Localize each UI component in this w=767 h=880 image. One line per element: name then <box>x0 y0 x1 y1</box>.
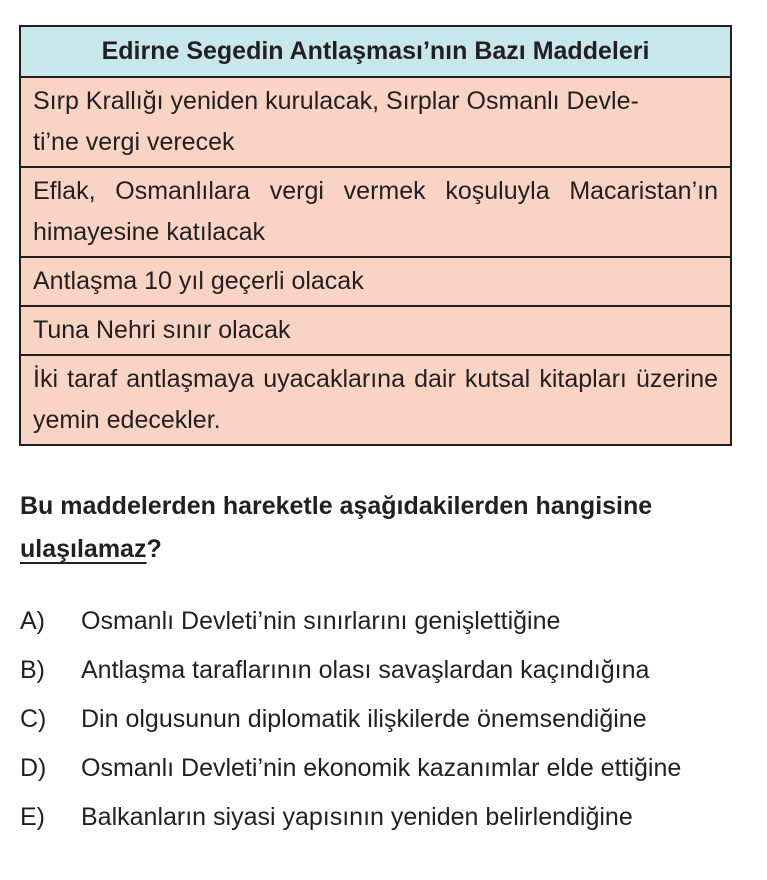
option-e[interactable] <box>20 797 740 837</box>
clause-cell-1: Sırp Krallığı yeniden kurulacak, Sırplar Osmanlı Devle- ti’ne vergi verecek <box>20 77 731 167</box>
answer-options <box>20 601 740 846</box>
table-header-row <box>20 26 731 77</box>
option-letter: A) <box>20 607 45 635</box>
question-text: Bu maddelerden hareketle aşağıdakilerden hangisine <box>20 492 653 520</box>
clause-cell-4: Tuna Nehri sınır olacak <box>20 306 731 355</box>
table-row <box>20 77 731 167</box>
table-row <box>20 167 731 257</box>
option-text: Balkanların siyasi yapısının yeniden belirlendiğine <box>81 803 633 831</box>
option-letter: C) <box>20 705 47 733</box>
question-emphasis: ulaşılamaz <box>20 535 147 563</box>
option-b[interactable] <box>20 650 740 690</box>
option-d[interactable] <box>20 748 740 788</box>
table-row <box>20 306 731 355</box>
clause-cell-3: Antlaşma 10 yıl geçerli olacak <box>20 257 731 306</box>
question-stem <box>20 485 740 571</box>
clause-cell-5: İki taraf antlaşmaya uyacaklarına dair kutsal kitapları üzerine yemin edecekler. <box>20 355 731 445</box>
table-title: Edirne Segedin Antlaşması’nın Bazı Maddeleri <box>20 26 731 77</box>
option-text: Osmanlı Devleti’nin ekonomik kazanımlar elde ettiğine <box>81 754 682 782</box>
option-a[interactable] <box>20 601 740 641</box>
option-text: Din olgusunun diplomatik ilişkilerde önemsendiğine <box>81 705 647 733</box>
table-row <box>20 257 731 306</box>
treaty-clauses-table <box>19 25 732 446</box>
option-text: Osmanlı Devleti’nin sınırlarını genişlettiğine <box>81 607 561 635</box>
option-letter: E) <box>20 803 45 831</box>
table-row <box>20 355 731 445</box>
option-c[interactable] <box>20 699 740 739</box>
option-text: Antlaşma taraflarının olası savaşlardan kaçındığına <box>81 656 650 684</box>
question-mark: ? <box>146 535 162 563</box>
clause-cell-2: Eflak, Osmanlılara vergi vermek koşuluyla Macaristan’ın himayesine katılacak <box>20 167 731 257</box>
option-letter: B) <box>20 656 45 684</box>
option-letter: D) <box>20 754 47 782</box>
